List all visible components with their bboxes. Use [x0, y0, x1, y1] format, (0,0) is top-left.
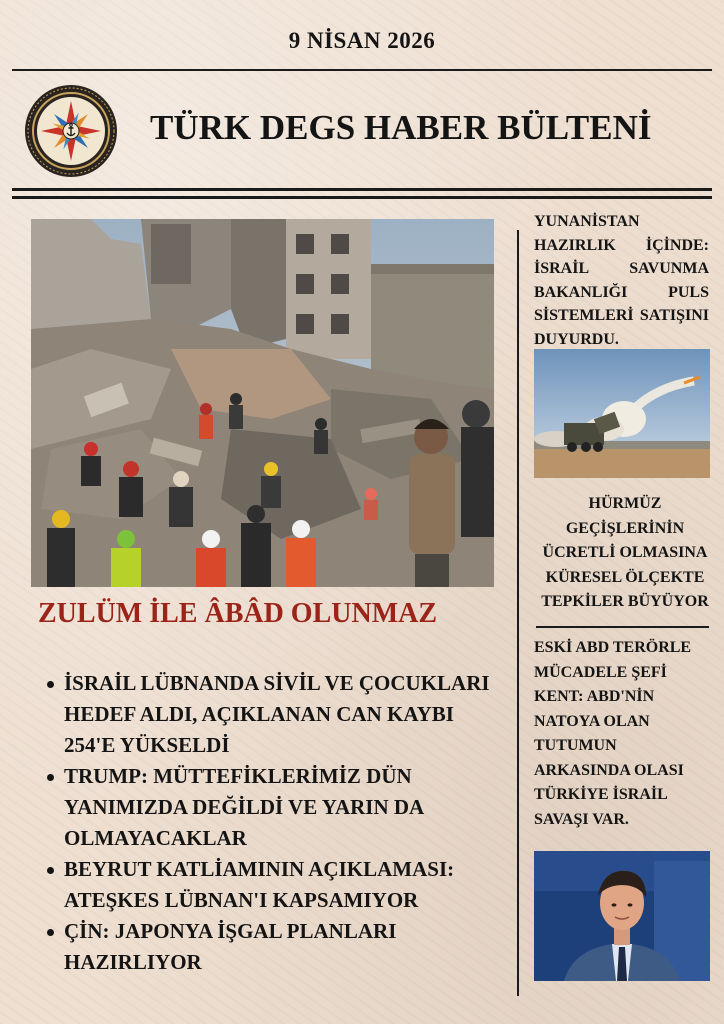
- compass-anchor-emblem-icon: [24, 84, 118, 178]
- header-divider-bottom-double: [12, 196, 712, 199]
- headline-bullet-list: [38, 668, 508, 978]
- bullet-item: İSRAİL LÜBNANDA SİVİL VE ÇOCUKLARI HEDEF ALDI, AÇIKLANAN CAN KAYBI 254'E YÜKSELDİ: [38, 668, 508, 761]
- main-headline: ZULÜM İLE ÂBÂD OLUNMAZ: [38, 598, 438, 629]
- sidebar-story-hormuz: HÜRMÜZ GEÇİŞLERİNİN ÜCRETLİ OLMASINA KÜRESEL ÖLÇEKTE TEPKİLER BÜYÜYOR: [541, 495, 709, 610]
- issue-date: 9 NİSAN 2026: [288, 28, 436, 53]
- bullet-item: TRUMP: MÜTTEFİKLERİMİZ DÜN YANIMIZDA DEĞİLDİ VE YARIN DA OLMAYACAKLAR: [38, 761, 508, 854]
- newsletter-title: TÜRK DEGS HABER BÜLTENİ: [150, 108, 652, 147]
- sidebar-story-kent: ESKİ ABD TERÖRLE MÜCADELE ŞEFİ KENT: ABD'NİN NATOYA OLAN TUTUMUN ARKASINDA OLASI TÜRKİYE İSRAİL SAVAŞI VAR.: [534, 639, 692, 828]
- bullet-item: ÇİN: JAPONYA İŞGAL PLANLARI HAZIRLIYOR: [38, 916, 508, 978]
- sidebar-story-greece: YUNANİSTAN HAZIRLIK İÇİNDE: İSRAİL SAVUNMA BAKANLIĞI PULS SİSTEMLERİ SATIŞINI DUYURDU.: [534, 213, 709, 348]
- header-divider-top: [12, 69, 712, 71]
- earthquake-rubble-rescue-photo: [31, 219, 494, 587]
- rocket-launcher-firing-photo: [534, 349, 710, 478]
- bullet-item: BEYRUT KATLİAMININ AÇIKLAMASI: ATEŞKES LÜBNAN'I KAPSAMIYOR: [38, 854, 508, 916]
- man-in-suit-portrait-photo: [534, 851, 710, 981]
- column-divider: [517, 230, 519, 996]
- header-divider-bottom: [12, 188, 712, 191]
- sidebar-divider: [536, 626, 709, 628]
